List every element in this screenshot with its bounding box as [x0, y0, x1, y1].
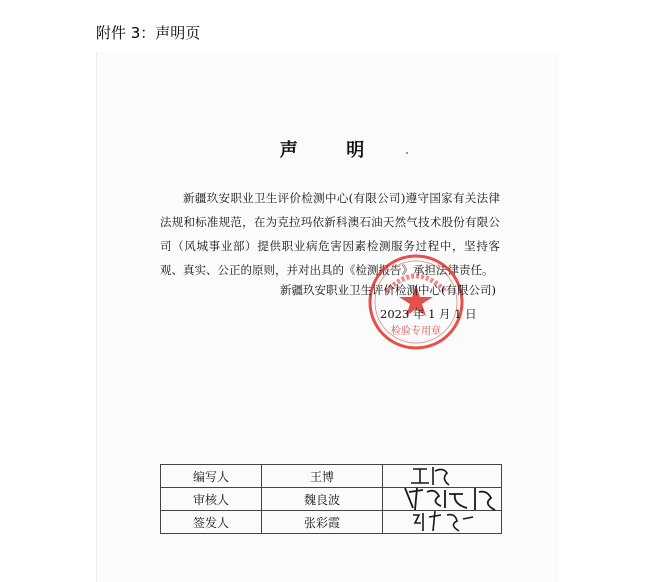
name-cell: 魏良波: [262, 488, 383, 511]
handwritten-signature: [383, 505, 503, 535]
signing-organization: 新疆玖安职业卫生评价检测中心(有限公司): [280, 283, 496, 297]
role-cell: 编写人: [161, 465, 262, 488]
table-row: [161, 511, 502, 534]
title-char: 声: [279, 140, 304, 161]
name-cell: 王博: [262, 465, 383, 488]
role-cell: 审核人: [161, 488, 262, 511]
name-cell: 张彩霞: [262, 511, 383, 534]
attachment-label: 附件 3：声明页: [96, 24, 201, 42]
seal-text: 检验专用章: [391, 326, 441, 337]
role-cell: 签发人: [161, 511, 262, 534]
title-char: 明: [346, 140, 371, 161]
declaration-body: 新疆玖安职业卫生评价检测中心(有限公司)遵守国家有关法律法规和标准规范，在为克拉玛依新科澳石油天然气技术股份有限公司（风城事业部）提供职业病危害因素检测服务过程中，坚持客观、真实、公正的原则，并对出具的《检测报告》承担法律责任。: [160, 191, 500, 277]
declaration-title: [0, 136, 650, 162]
signature-table: [160, 464, 502, 534]
signing-date: 2023 年 1 月 1 日: [380, 307, 477, 321]
official-seal: [366, 252, 466, 352]
signature-cell: [383, 511, 502, 534]
